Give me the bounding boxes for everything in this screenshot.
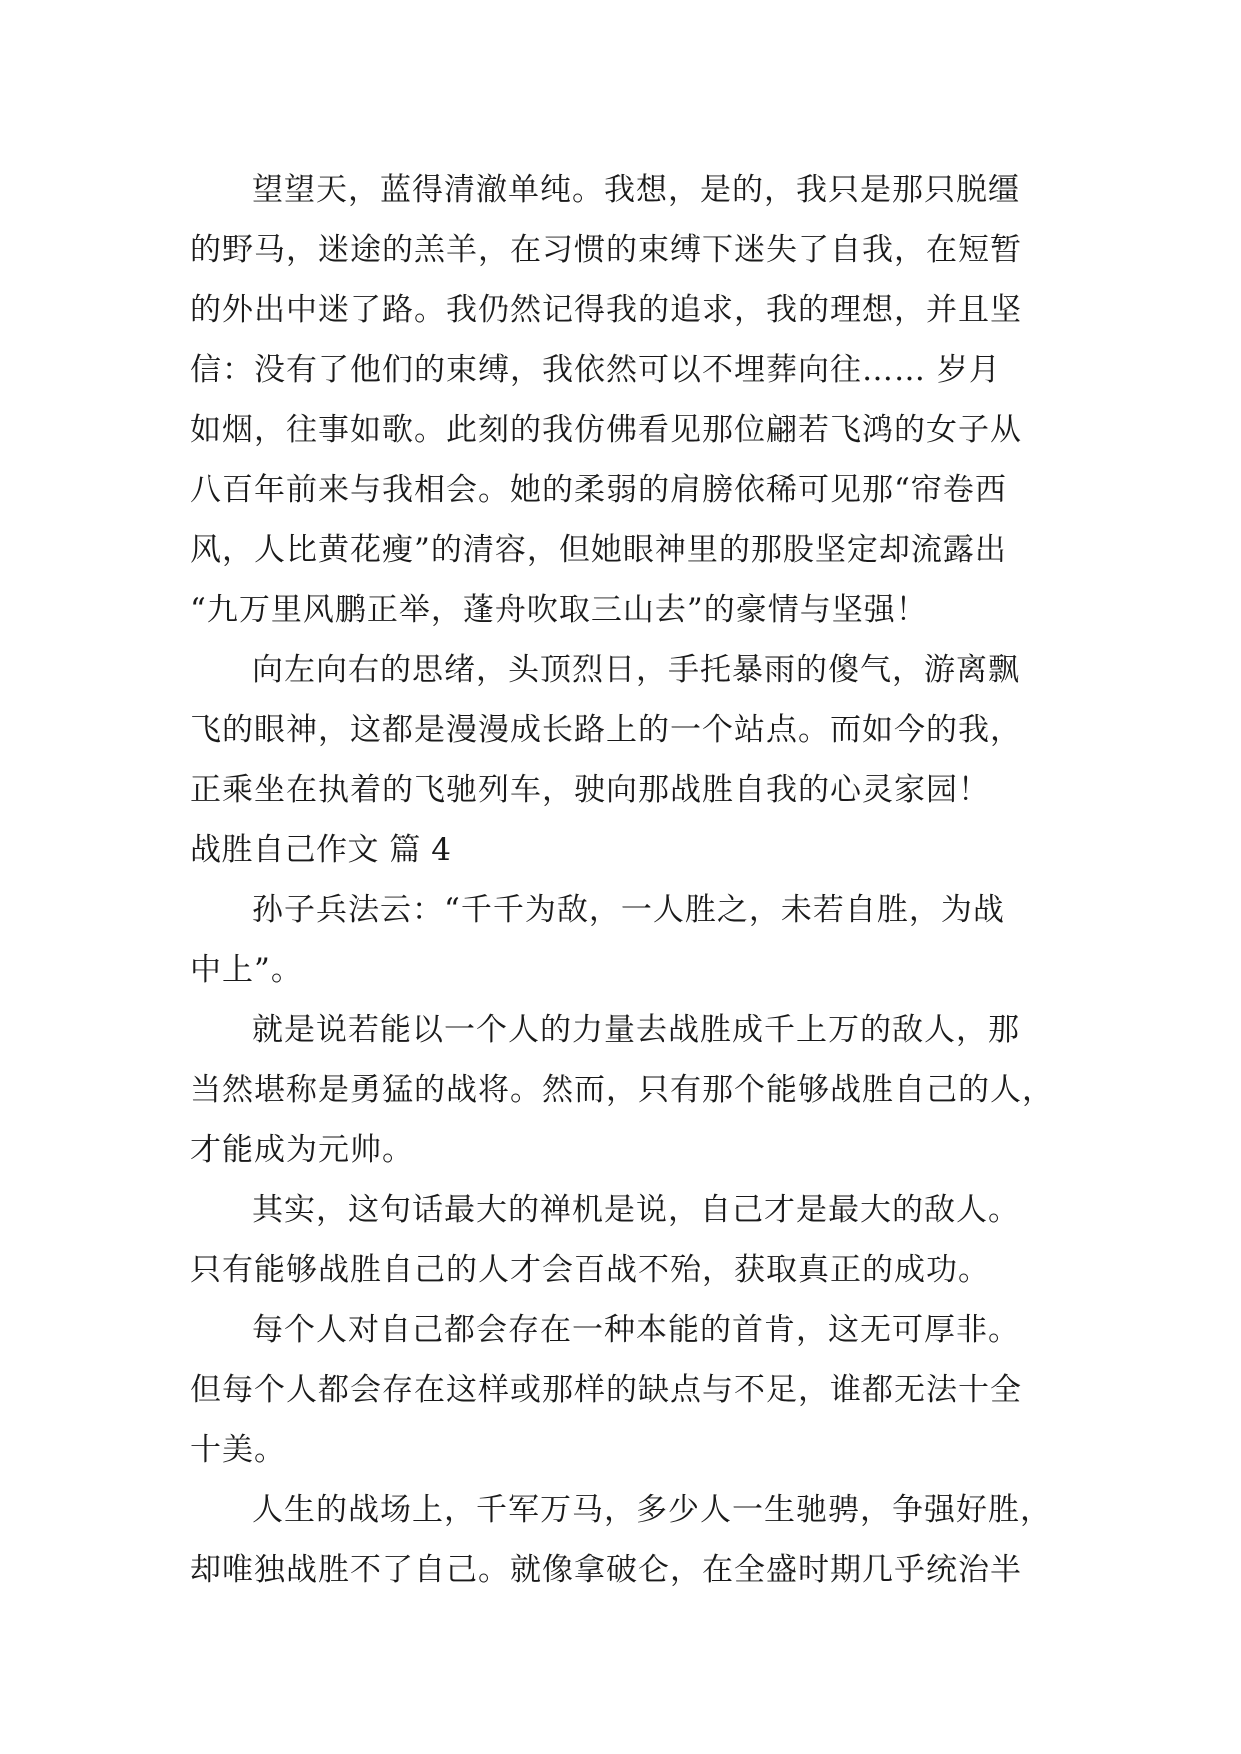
text-line: 如烟，往事如歌。此刻的我仿佛看见那位翩若飞鸿的女子从	[190, 412, 1022, 448]
text-line: 十美。	[190, 1432, 286, 1468]
text-line: 孙子兵法云：“千千为敌，一人胜之，未若自胜，为战	[252, 892, 1005, 928]
text-line: “九万里风鹏正举，蓬舟吹取三山去”的豪情与坚强！	[190, 592, 928, 628]
text-line: 其实，这句话最大的禅机是说，自己才是最大的敌人。	[252, 1192, 1020, 1228]
text-line: 每个人对自己都会存在一种本能的首肯，这无可厚非。	[252, 1312, 1020, 1348]
text-line: 人生的战场上，千军万马，多少人一生驰骋，争强好胜，	[252, 1492, 1052, 1528]
text-line: 当然堪称是勇猛的战将。然而，只有那个能够战胜自己的人，	[190, 1072, 1054, 1108]
text-line: 中上”。	[190, 952, 303, 988]
text-line: 向左向右的思绪，头顶烈日，手托暴雨的傻气，游离飘	[252, 652, 1020, 688]
text-line: 的野马，迷途的羔羊，在习惯的束缚下迷失了自我，在短暂	[190, 232, 1022, 268]
text-line: 但每个人都会存在这样或那样的缺点与不足，谁都无法十全	[190, 1372, 1022, 1408]
text-line: 正乘坐在执着的飞驰列车，驶向那战胜自我的心灵家园！	[190, 772, 990, 808]
text-line: 就是说若能以一个人的力量去战胜成千上万的敌人，那	[252, 1012, 1020, 1048]
text-line: 望望天，蓝得清澈单纯。我想，是的，我只是那只脱缰	[252, 172, 1020, 208]
text-line: 飞的眼神，这都是漫漫成长路上的一个站点。而如今的我，	[190, 712, 1022, 748]
text-line: 信：没有了他们的束缚，我依然可以不埋葬向往…… 岁月	[190, 352, 1001, 388]
section-heading: 战胜自己作文 篇 4	[190, 832, 452, 868]
text-line: 却唯独战胜不了自己。就像拿破仑，在全盛时期几乎统治半	[190, 1552, 1022, 1588]
text-line: 八百年前来与我相会。她的柔弱的肩膀依稀可见那“帘卷西	[190, 472, 1007, 508]
text-line: 风，人比黄花瘦”的清容，但她眼神里的那股坚定却流露出	[190, 532, 1007, 568]
document-body	[190, 160, 1060, 1600]
text-line: 只有能够战胜自己的人才会百战不殆，获取真正的成功。	[190, 1252, 990, 1288]
text-line: 才能成为元帅。	[190, 1132, 414, 1168]
text-line: 的外出中迷了路。我仍然记得我的追求，我的理想，并且坚	[190, 292, 1022, 328]
